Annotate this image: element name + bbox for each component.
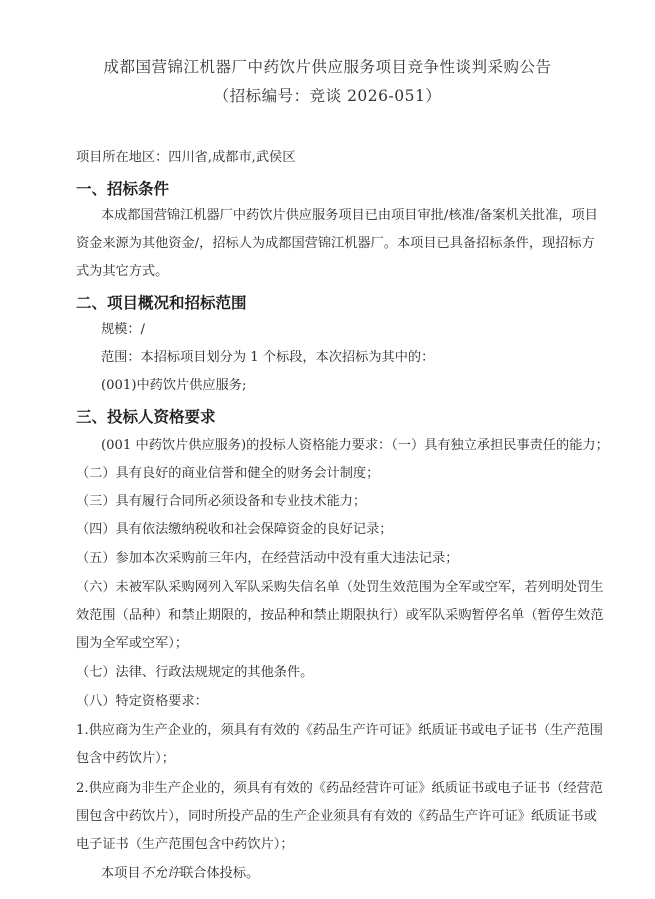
paragraph-line: （七）法律、行政法规规定的其他条件。 — [76, 665, 314, 680]
paragraph-line: 包含中药饮片）； — [76, 751, 175, 766]
section-heading-3: 三、投标人资格要求 — [76, 408, 216, 426]
project-region: 项目所在地区：四川省,成都市,武侯区 — [76, 150, 296, 165]
paragraph-line: 电子证书（生产范围包含中药饮片）； — [76, 837, 294, 852]
paragraph-line: （四）具有依法缴纳税收和社会保障资金的良好记录； — [76, 522, 393, 537]
paragraph-line: 范围：本招标项目划分为 1 个标段，本次招标为其中的： — [101, 350, 435, 365]
tender-code: （招标编号：竞谈 2026-051） — [213, 87, 442, 105]
paragraph-line: （二）具有良好的商业信誉和健全的财务会计制度； — [76, 466, 380, 481]
paragraph-line: 效范围（品种）和禁止期限的，按品种和禁止期限执行）或军队采购暂停名单（暂停生效范 — [76, 608, 604, 623]
paragraph-line: 围包含中药饮片），同时所投产品的生产企业须具有有效的《药品生产许可证》纸质证书或 — [76, 809, 597, 824]
paragraph-line: 1.供应商为生产企业的，须具有有效的《药品生产许可证》纸质证书或电子证书（生产范围 — [76, 723, 603, 738]
paragraph-line: （六）未被军队采购网列入军队采购失信名单（处罚生效范围为全军或空军，若列明处罚生 — [76, 580, 604, 595]
paragraph-line: 式为其它方式。 — [76, 264, 169, 279]
paragraph-line: 围为全军或空军）； — [76, 636, 189, 651]
section-heading-2: 二、项目概况和招标范围 — [76, 294, 247, 312]
consortium-statement — [101, 864, 259, 884]
section-heading-1: 一、招标条件 — [76, 180, 170, 198]
paragraph-line: （三）具有履行合同所必须设备和专业技术能力； — [76, 494, 367, 509]
document-title: 成都国营锦江机器厂中药饮片供应服务项目竞争性谈判采购公告 — [103, 58, 552, 76]
paragraph-line: (001)中药饮片供应服务; — [101, 378, 247, 393]
paragraph-line: （五）参加本次采购前三年内，在经营活动中没有重大违法记录； — [76, 551, 459, 566]
paragraph-line: (001 中药饮片供应服务)的投标人资格能力要求：（一）具有独立承担民事责任的能力； — [101, 438, 609, 453]
consortium-suffix: 联合体投标。 — [180, 866, 260, 881]
paragraph-line: 规模：/ — [101, 322, 146, 337]
paragraph-line: 资金来源为其他资金/，招标人为成都国营锦江机器厂。本项目已具备招标条件，现招标方 — [76, 236, 595, 251]
paragraph-line: （八）特定资格要求： — [76, 694, 208, 709]
consortium-prefix: 本项目 — [101, 866, 141, 881]
consortium-emphasis: 不允许 — [140, 866, 181, 881]
paragraph-line: 本成都国营锦江机器厂中药饮片供应服务项目已由项目审批/核准/备案机关批准，项目 — [101, 208, 598, 223]
paragraph-line: 2.供应商为非生产企业的，须具有有效的《药品经营许可证》纸质证书或电子证书（经营范 — [76, 781, 603, 796]
